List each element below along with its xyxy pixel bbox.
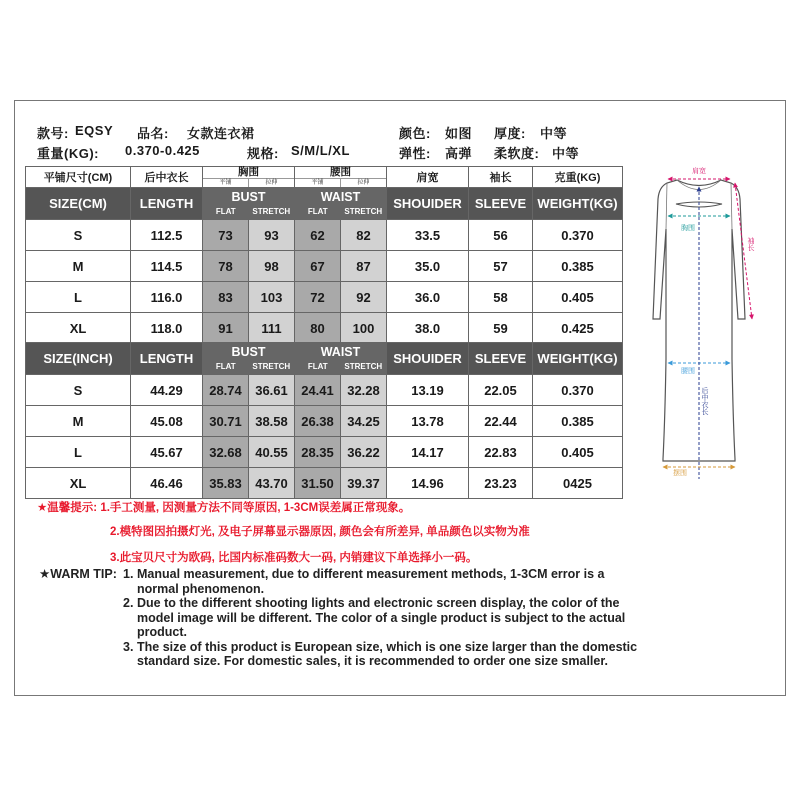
sleeve-cell: 56 [469, 220, 533, 251]
length-cell: 45.08 [131, 406, 203, 437]
color-value: 如图 [445, 126, 473, 141]
cn-size-header: 平铺尺寸(CM) [26, 167, 131, 188]
waist-flat-cell: 72 [295, 282, 341, 313]
cn-header-row [26, 167, 623, 188]
shoulder-cell: 13.78 [387, 406, 469, 437]
cm-header-row [26, 188, 623, 220]
warm-tip-items [123, 567, 643, 669]
waist-flat-cell: 80 [295, 313, 341, 344]
weight-cell: 0.385 [533, 406, 623, 437]
cn-bust-title: 胸围 [238, 166, 259, 178]
bust-flat-cell: 32.68 [203, 437, 249, 468]
waist-flat-cell: 26.38 [295, 406, 341, 437]
bust-stretch-label: STRETCH [252, 362, 291, 371]
waist-stretch-cell: 34.25 [341, 406, 387, 437]
table-row [26, 220, 623, 251]
cn-waist-flat: 平铺 [311, 180, 324, 186]
length-header: LENGTH [131, 343, 203, 375]
waist-flat-cell: 62 [295, 220, 341, 251]
bust-flat-label: FLAT [215, 207, 236, 216]
cn-waist-header [295, 167, 387, 188]
length-label: 后中衣长 [701, 387, 709, 415]
bust-stretch-cell: 40.55 [249, 437, 295, 468]
style-value: EQSY [75, 123, 114, 138]
table-row [26, 282, 623, 313]
bust-stretch-cell: 43.70 [249, 468, 295, 499]
tip-cn-1: ★温馨提示: 1.手工测量, 因测量方法不同等原因, 1-3CM误差属正常现象。 [37, 502, 411, 514]
size-cell: M [26, 406, 131, 437]
shoulder-cell: 35.0 [387, 251, 469, 282]
size-header: SIZE(INCH) [26, 343, 131, 375]
name-label: 品名: [137, 126, 169, 141]
bust-flat-cell: 78 [203, 251, 249, 282]
header-row-1 [37, 123, 637, 139]
waist-label: 腰围 [681, 367, 695, 375]
sleeve-label: 袖长 [747, 237, 755, 251]
waist-header [295, 188, 387, 220]
size-cell: L [26, 282, 131, 313]
bust-flat-label: FLAT [215, 362, 236, 371]
table-row [26, 251, 623, 282]
size-cell: L [26, 437, 131, 468]
sleeve-cell: 22.05 [469, 375, 533, 406]
bust-stretch-cell: 36.61 [249, 375, 295, 406]
warm-tip-number: 3. [123, 639, 134, 654]
softness-label: 柔软度: [494, 146, 540, 161]
shoulder-cell: 36.0 [387, 282, 469, 313]
warm-tip-number: 2. [123, 596, 134, 610]
size-table-inch [25, 342, 623, 499]
bust-flat-cell: 30.71 [203, 406, 249, 437]
table-row [26, 437, 623, 468]
waist-title: WAIST [320, 345, 361, 359]
shoulder-cell: 14.96 [387, 468, 469, 499]
length-cell: 118.0 [131, 313, 203, 344]
name-value: 女款连衣裙 [187, 126, 255, 141]
weight-cell: 0.405 [533, 282, 623, 313]
bust-label: 胸围 [681, 224, 695, 232]
warm-tip-text: Manual measurement, due to different measurement methods, 1-3CM error is a normal phenomenon. [137, 567, 605, 596]
bust-flat-cell: 28.74 [203, 375, 249, 406]
length-header: LENGTH [131, 188, 203, 220]
bust-stretch-label: STRETCH [252, 207, 291, 216]
cn-length-header: 后中衣长 [131, 167, 203, 188]
waist-stretch-cell: 87 [341, 251, 387, 282]
bust-flat-cell: 83 [203, 282, 249, 313]
waist-flat-cell: 31.50 [295, 468, 341, 499]
cn-bust-header [203, 167, 295, 188]
sleeve-cell: 22.44 [469, 406, 533, 437]
bust-stretch-cell: 38.58 [249, 406, 295, 437]
inch-header-row [26, 343, 623, 375]
cn-bust-flat: 平铺 [219, 180, 232, 186]
bust-title: BUST [231, 345, 266, 359]
color-label: 颜色: [399, 126, 431, 141]
waist-stretch-cell: 39.37 [341, 468, 387, 499]
table-row [26, 468, 623, 499]
warm-tip-number: 1. [123, 567, 134, 581]
sleeve-cell: 58 [469, 282, 533, 313]
waist-flat-cell: 28.35 [295, 437, 341, 468]
sleeve-cell: 59 [469, 313, 533, 344]
softness-value: 中等 [552, 146, 580, 161]
sleeve-cell: 57 [469, 251, 533, 282]
hem-label: 摆围 [673, 469, 687, 477]
table-row [26, 313, 623, 344]
weight-cell: 0.425 [533, 313, 623, 344]
size-cell: XL [26, 468, 131, 499]
waist-stretch-cell: 36.22 [341, 437, 387, 468]
length-cell: 44.29 [131, 375, 203, 406]
length-cell: 45.67 [131, 437, 203, 468]
cn-sleeve-header: 袖长 [469, 167, 533, 188]
thickness-label: 厚度: [494, 126, 526, 141]
table-row [26, 406, 623, 437]
sleeve-cell: 23.23 [469, 468, 533, 499]
warm-tip-text: The size of this product is European size, which is one size larger than the domestic standard size. For domestic sales, it is recommended to order one size smaller. [137, 639, 638, 668]
cn-weight-header: 克重(KG) [533, 167, 623, 188]
spec-label: 规格: [247, 146, 279, 161]
elastic-label: 弹性: [399, 146, 431, 161]
bust-flat-cell: 35.83 [203, 468, 249, 499]
thickness-value: 中等 [540, 126, 568, 141]
shoulder-cell: 13.19 [387, 375, 469, 406]
weight-cell: 0.385 [533, 251, 623, 282]
bust-title: BUST [231, 190, 266, 204]
warm-tip-item [123, 596, 643, 640]
bust-stretch-cell: 103 [249, 282, 295, 313]
weight-cell: 0.405 [533, 437, 623, 468]
warm-tip-text: Due to the different shooting lights and electronic screen display, the color of the model image will be different. The color of a single product is subject to the actual product. [137, 596, 626, 639]
header-row-2 [37, 143, 637, 159]
shoulder-cell: 14.17 [387, 437, 469, 468]
weight-cell: 0425 [533, 468, 623, 499]
shoulder-cell: 38.0 [387, 313, 469, 344]
size-chart-sheet [14, 100, 786, 696]
bust-header [203, 188, 295, 220]
sleeve-header: SLEEVE [469, 343, 533, 375]
elastic-value: 高弹 [445, 146, 473, 161]
shoulder-header: SHOUIDER [387, 188, 469, 220]
waist-stretch-label: STRETCH [344, 362, 383, 371]
table-row [26, 375, 623, 406]
size-table-cm [25, 166, 623, 344]
weight-cell: 0.370 [533, 220, 623, 251]
cn-bust-stretch: 拉伸 [248, 179, 294, 187]
weight-header: WEIGHT(KG) [533, 343, 623, 375]
size-header: SIZE(CM) [26, 188, 131, 220]
weight-value: 0.370-0.425 [125, 143, 200, 158]
waist-stretch-cell: 92 [341, 282, 387, 313]
size-cell: XL [26, 313, 131, 344]
tip-cn-3: 3.此宝贝尺寸为欧码, 比国内标准码数大一码, 内销建议下单选择小一码。 [110, 552, 478, 564]
warm-tip-item [123, 640, 643, 669]
shoulder-header: SHOUIDER [387, 343, 469, 375]
shoulder-cell: 33.5 [387, 220, 469, 251]
spec-value: S/M/L/XL [291, 143, 350, 158]
waist-flat-label: FLAT [307, 207, 328, 216]
waist-stretch-cell: 32.28 [341, 375, 387, 406]
bust-stretch-cell: 98 [249, 251, 295, 282]
length-cell: 114.5 [131, 251, 203, 282]
waist-header [295, 343, 387, 375]
length-cell: 112.5 [131, 220, 203, 251]
bust-flat-cell: 91 [203, 313, 249, 344]
tip-cn-2: 2.模特图因拍摄灯光, 及电子屏幕显示器原因, 颜色会有所差异, 单品颜色以实物为准 [110, 526, 530, 538]
waist-flat-cell: 67 [295, 251, 341, 282]
style-label: 款号: [37, 126, 69, 141]
cn-waist-title: 腰围 [330, 166, 351, 178]
waist-flat-label: FLAT [307, 362, 328, 371]
shoulder-label: 肩宽 [692, 167, 706, 175]
waist-stretch-cell: 100 [341, 313, 387, 344]
sleeve-cell: 22.83 [469, 437, 533, 468]
waist-stretch-label: STRETCH [344, 207, 383, 216]
bust-stretch-cell: 111 [249, 313, 295, 344]
warm-tip-label: ★WARM TIP: [39, 567, 117, 581]
length-cell: 46.46 [131, 468, 203, 499]
sleeve-header: SLEEVE [469, 188, 533, 220]
cn-shoulder-header: 肩宽 [387, 167, 469, 188]
bust-stretch-cell: 93 [249, 220, 295, 251]
size-cell: S [26, 375, 131, 406]
weight-header: WEIGHT(KG) [533, 188, 623, 220]
size-cell: M [26, 251, 131, 282]
bust-flat-cell: 73 [203, 220, 249, 251]
waist-title: WAIST [320, 190, 361, 204]
size-cell: S [26, 220, 131, 251]
warm-tip-item [123, 567, 643, 596]
bust-header [203, 343, 295, 375]
weight-label: 重量(KG): [37, 146, 99, 161]
waist-stretch-cell: 82 [341, 220, 387, 251]
waist-flat-cell: 24.41 [295, 375, 341, 406]
dress-diagram-svg [619, 159, 779, 479]
length-cell: 116.0 [131, 282, 203, 313]
dress-measurement-diagram [619, 159, 779, 479]
cn-waist-stretch: 拉伸 [340, 179, 386, 187]
weight-cell: 0.370 [533, 375, 623, 406]
